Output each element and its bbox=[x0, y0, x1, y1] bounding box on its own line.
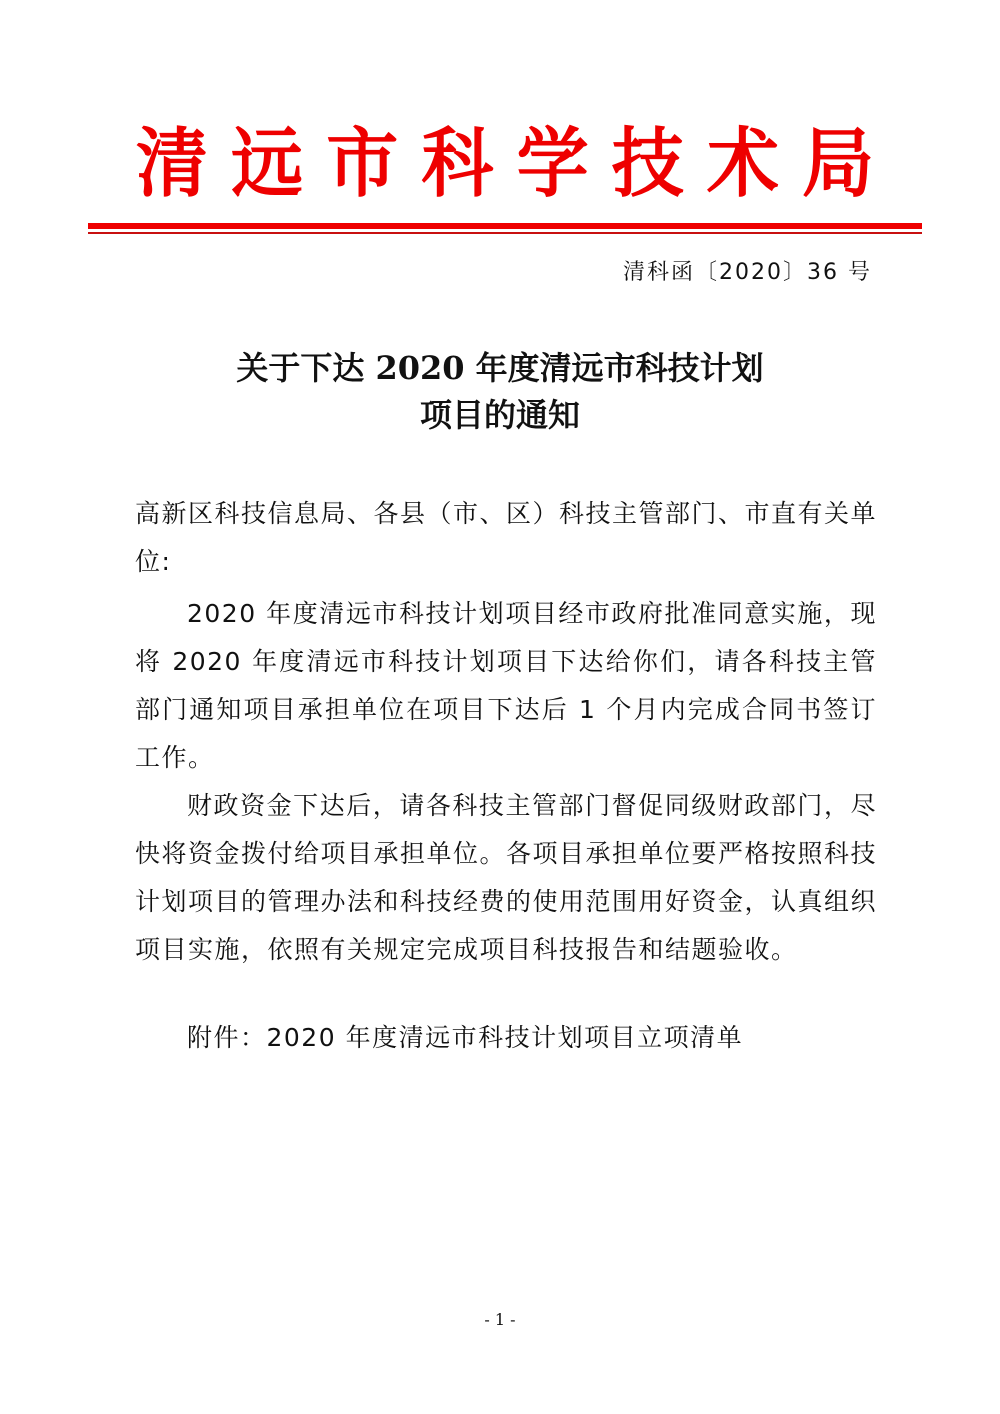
letterhead-char: 局 bbox=[801, 117, 874, 208]
letterhead-char: 术 bbox=[706, 117, 779, 208]
page-number: - 1 - bbox=[484, 1310, 516, 1329]
document-number: 清科函〔2020〕36 号 bbox=[623, 260, 872, 285]
letterhead-char: 学 bbox=[516, 117, 589, 208]
body-paragraph: 2020 年度清远市科技计划项目经市政府批准同意实施，现将 2020 年度清远市科技计划项目下达给你们，请各科技主管部门通知项目承担单位在项目下达后 1 个月内完成合同书签订工作。 bbox=[135, 599, 877, 772]
document-title-line2: 项目的通知 bbox=[419, 396, 580, 434]
letterhead-char: 科 bbox=[421, 117, 494, 208]
addressee: 高新区科技信息局、各县（市、区）科技主管部门、市直有关单位: bbox=[135, 499, 878, 576]
document-title-line1: 关于下达 2020 年度清远市科技计划 bbox=[236, 349, 764, 387]
letterhead-char: 远 bbox=[231, 117, 304, 208]
body-paragraph: 财政资金下达后，请各科技主管部门督促同级财政部门，尽快将资金拨付给项目承担单位。各项目承担单位要严格按照科技计划项目的管理办法和科技经费的使用范围用好资金，认真组织项目实施，依照有关规定完成项目科技报告和结题验收。 bbox=[135, 791, 878, 964]
letterhead-char: 市 bbox=[326, 117, 399, 208]
letterhead-char: 技 bbox=[611, 117, 684, 208]
attachment-line: 附件：2020 年度清远市科技计划项目立项清单 bbox=[187, 1023, 744, 1052]
letterhead-rule-thick bbox=[88, 223, 922, 229]
letterhead-char: 清 bbox=[136, 117, 209, 208]
letterhead bbox=[88, 118, 922, 208]
letterhead-rule-thin bbox=[88, 232, 922, 234]
